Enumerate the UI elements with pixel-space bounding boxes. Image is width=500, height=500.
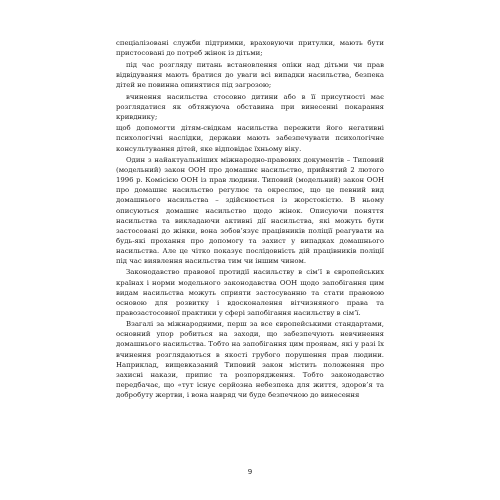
paragraph-support-services: спеціалізовані служби підтримки, враховуючи притулки, мають бути пристосовані до потреб жінок із дітьми; [116,39,384,58]
document-page [116,38,384,401]
page-number: 9 [247,467,253,476]
paragraph-counseling: щоб допомогти дітям-свідкам насильства пережити його негативні психологічні наслідки, держави мають забезпечувати психологічне консультування дітей, яке відповідає їхньому віку. [116,124,384,153]
paragraph-model-law: Один з найактуальніших міжнародно-правових документів – Типовий (модельний) закон ООН про домашнє насильство, прийнятий 2 лютого 1996 р. Комісією ООН із прав людини. Типовий (модельний) закон ООН про домашнє насильство регулює та окреслює, що це певний вид домашнього насильства – здійснюється із жорстокістю. В ньому описуються домашнє насильство щодо жінок. Описуючи поняття насильства та викладаючи активні дії насильства, які можуть бути застосовані до жінки, вона зобов’язує працівників поліції реагувати на будь-які прохання про допомогу та захист у випадках домашнього насильства. Але це чітко показує послідовність дій працівників поліції під час виявлення насильства тим чи іншим чином. [116,156,384,265]
paragraph-legislation: Законодавство правової протидії насильству в сім’ї в європейських країнах і норми модельного законодавства ООН щодо запобігання цим видам насильства можуть сприяти застосуванню та стати правовою основою для розвитку і вдосконалення вітчизняного права та правозастосовної практики у сфері запобігання насильству в сім’ї. [116,268,384,317]
paragraph-custody: під час розгляду питань встановлення опіки над дітьми чи прав відвідування мають братися до уваги всі випадки насильства, безпека дітей не повинна опинятися під загрозою; [116,60,384,89]
paragraph-aggravating: вчинення насильства стосовно дитини або в її присутності має розглядатися як обтяжуюча обставина при винесенні покарання кривднику; [116,92,384,121]
paragraph-standards: Взагалі за міжнародними, перш за все європейськими стандартами, основний упор робиться на заходи, що забезпечують невчинення домашнього насильства. Тобто на запобігання цим проявам, які у разі їх вчинення розглядаються в якості грубого порушення прав людини. Наприклад, вищевказаний Типовий закон містить положення про захисні накази, припис та розпорядження. Тобто законодавство передбачає, що «тут існує серйозна небезпека для життя, здоров’я та добробуту жертви, і вона навряд чи буде безпечною до винесення [116,320,384,399]
